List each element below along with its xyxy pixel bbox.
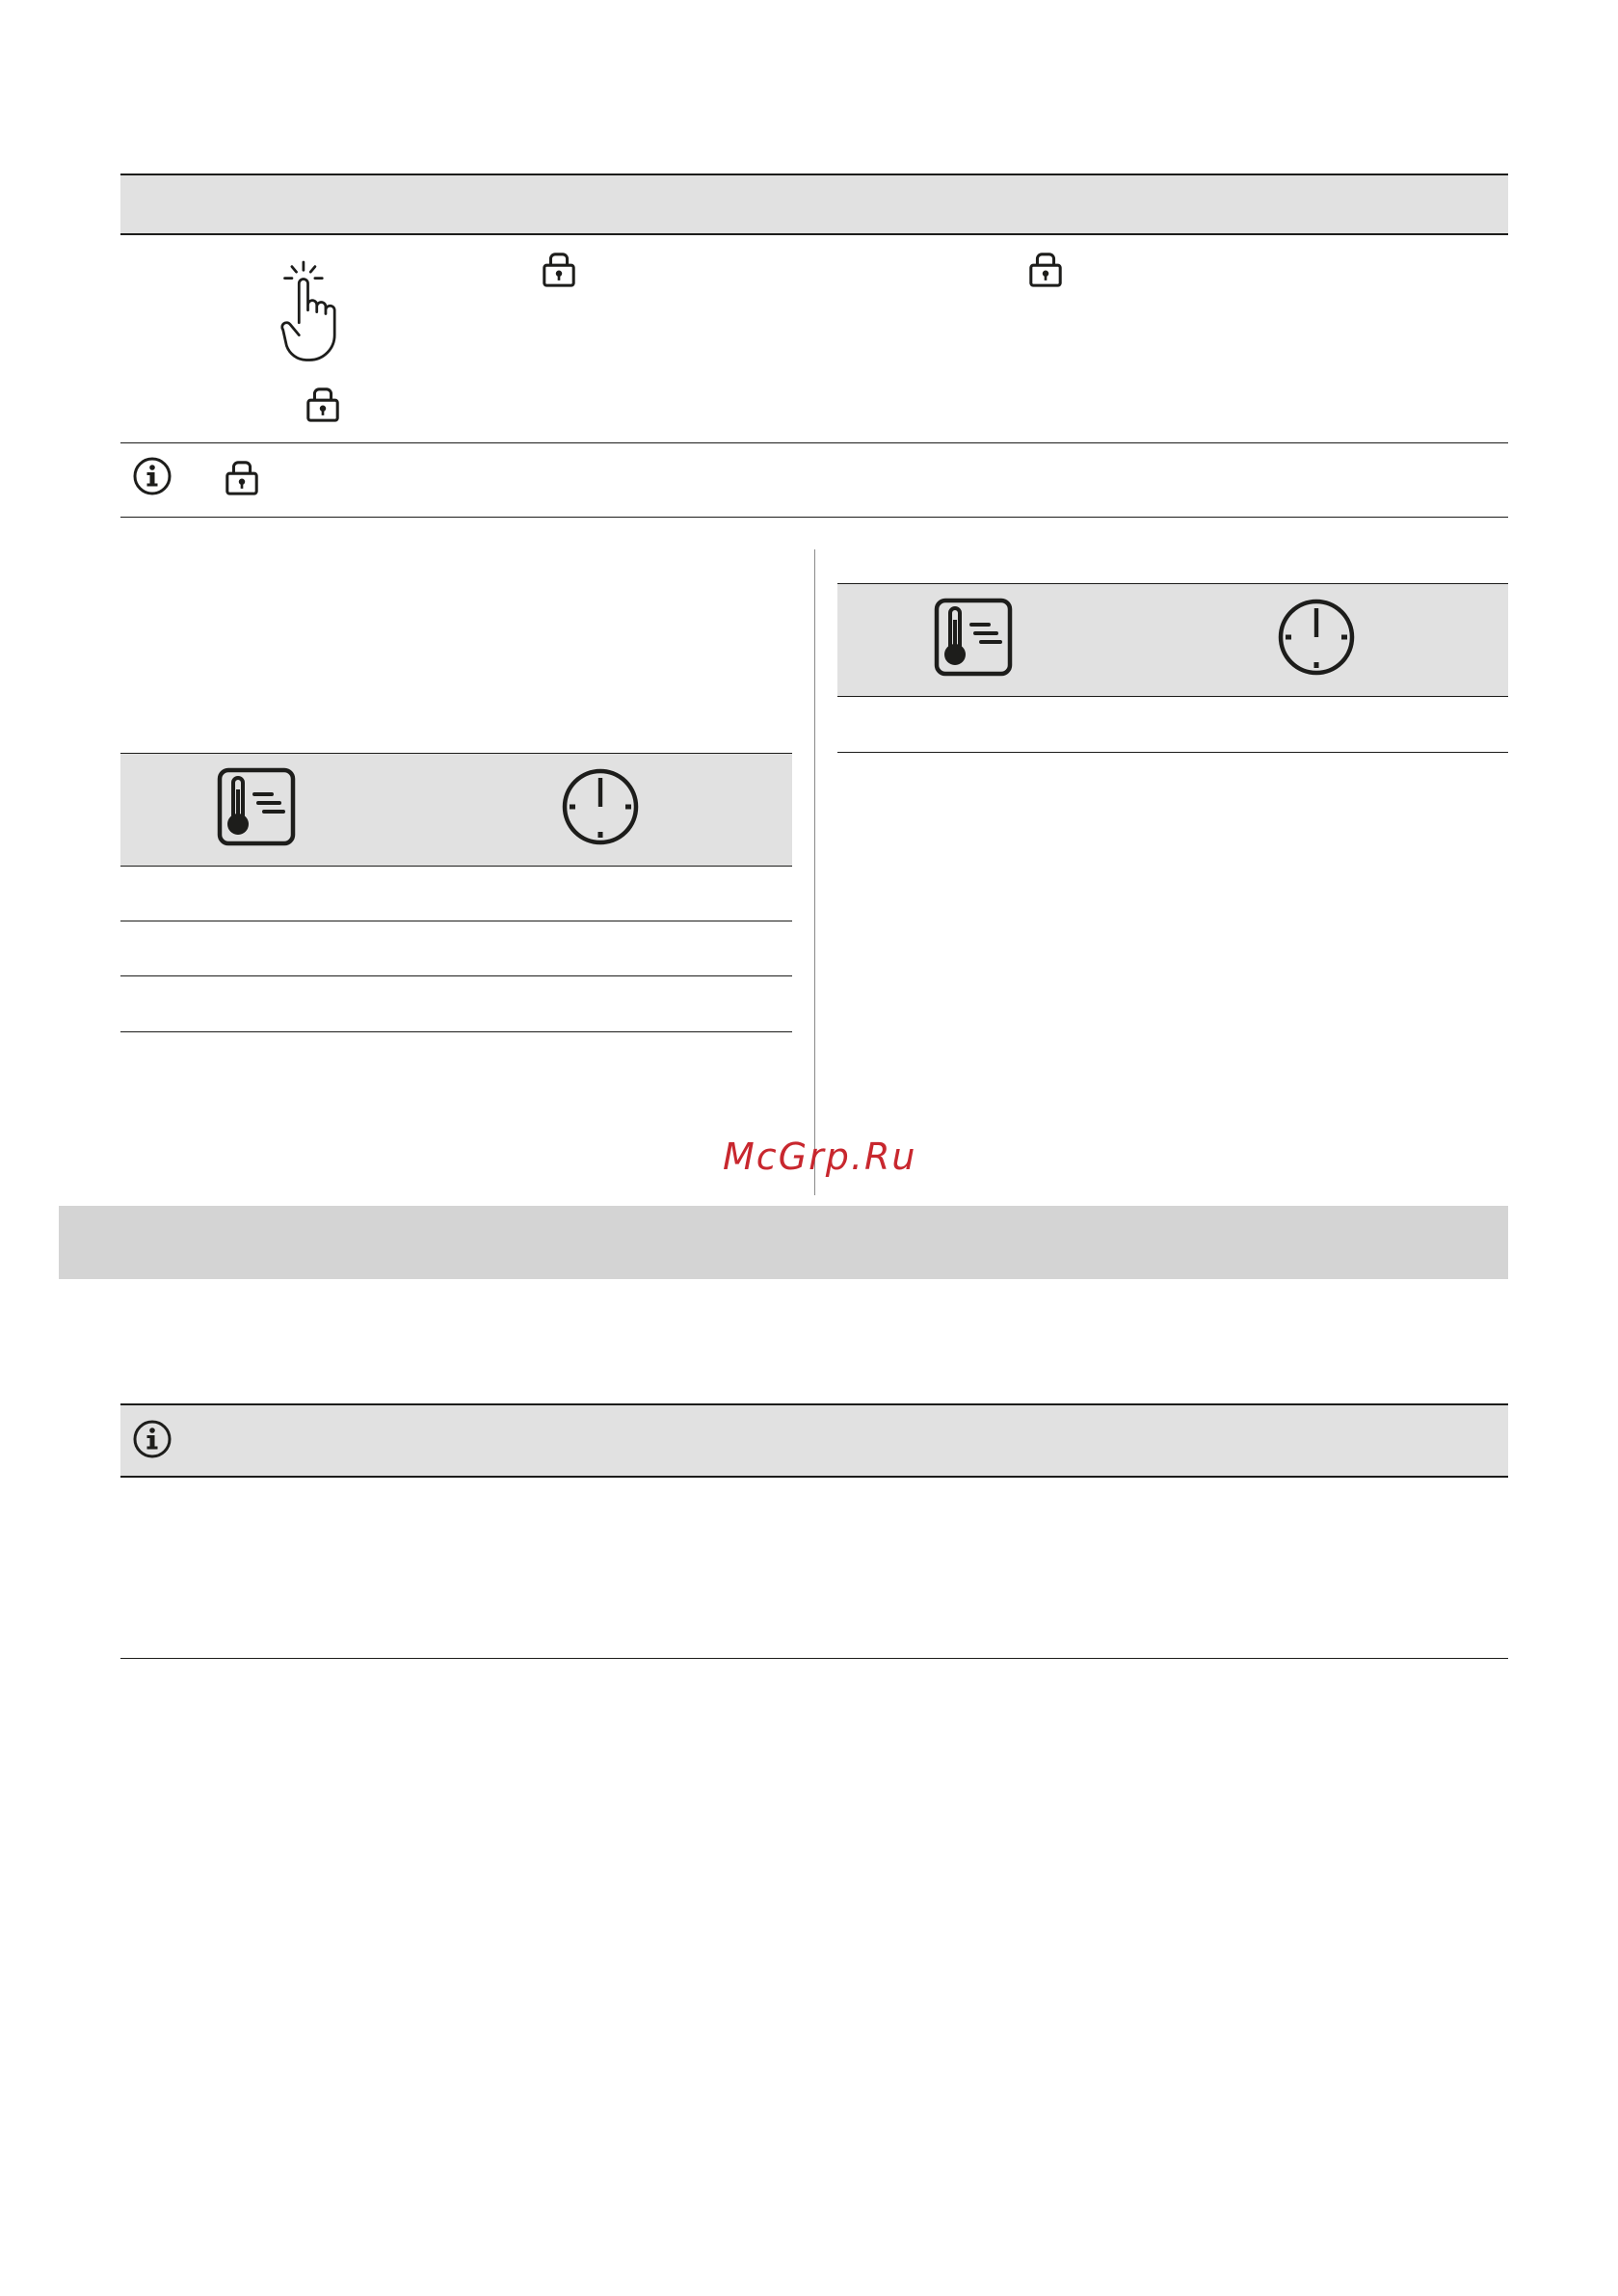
left-table-rule-bottom [120, 1031, 792, 1032]
left-table-rule-top [120, 753, 792, 754]
lock-icon [305, 384, 341, 424]
note-section-rule-bottom [120, 1658, 1508, 1659]
right-table-rule-header [837, 696, 1508, 697]
left-table-rule-row-2 [120, 975, 792, 976]
heat-setting-thermometer-icon [933, 597, 1014, 678]
top-table-rule-header [120, 233, 1508, 235]
right-table-rule-bottom [837, 752, 1508, 753]
touch-hand-icon [279, 254, 359, 374]
left-table-rule-header [120, 866, 792, 867]
top-table-header [120, 174, 1508, 234]
top-table-rule-bottom [120, 517, 1508, 518]
info-icon [131, 1418, 173, 1460]
heat-setting-thermometer-icon [216, 766, 297, 847]
timer-clock-icon [1276, 597, 1357, 678]
right-table-rule-top [837, 583, 1508, 584]
timer-clock-icon [560, 766, 641, 847]
section-heading-bar [59, 1206, 1508, 1279]
note-box-rule-top [120, 1403, 1508, 1405]
info-icon [131, 455, 173, 497]
top-table-rule-row [120, 442, 1508, 443]
watermark: McGrp.Ru [723, 1135, 917, 1178]
column-divider [814, 549, 815, 1195]
lock-icon [1027, 249, 1064, 289]
note-box-rule-bottom [120, 1476, 1508, 1478]
lock-icon [541, 249, 577, 289]
lock-icon [224, 457, 260, 497]
note-box [120, 1403, 1508, 1476]
top-table-rule-top [120, 174, 1508, 175]
